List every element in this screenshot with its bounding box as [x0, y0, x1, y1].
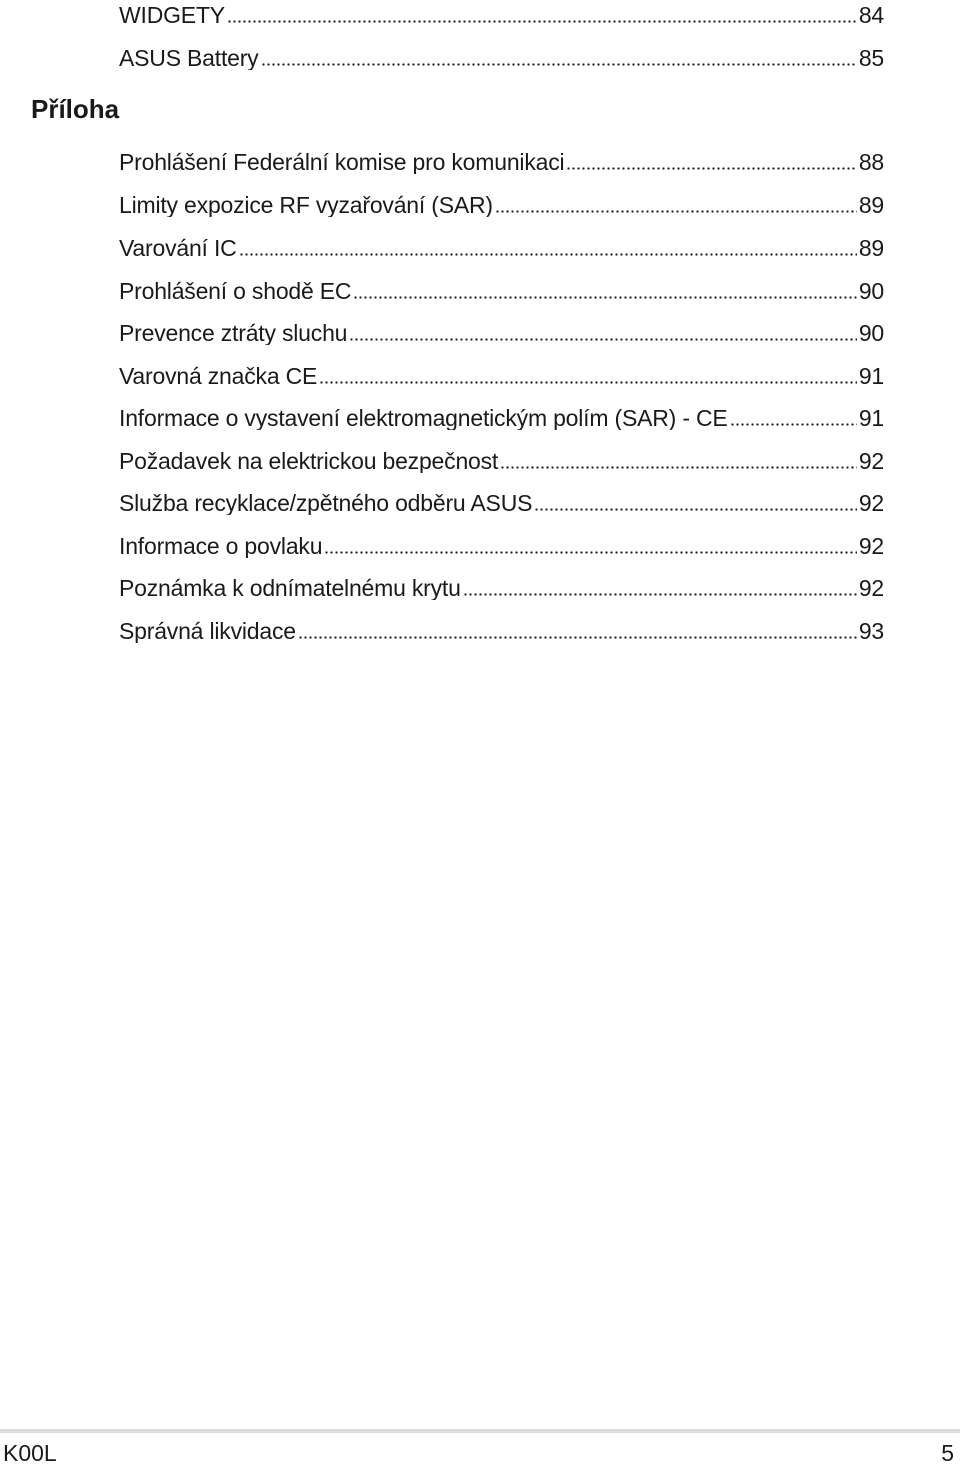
toc-leader-dots — [566, 167, 856, 170]
toc-entry-page: 92 — [858, 448, 884, 473]
toc-leader-dots — [319, 381, 857, 384]
toc-entry[interactable] — [119, 609, 884, 643]
toc-leader-dots — [730, 423, 857, 426]
toc-leader-dots — [353, 296, 856, 299]
toc-entry-title: Prohlášení o shodě EC — [119, 278, 352, 303]
toc-leader-dots — [463, 593, 857, 596]
toc-entry-title: Informace o vystavení elektromagnetickým polím (SAR) - CE — [119, 405, 728, 430]
toc-leader-dots — [239, 253, 857, 256]
footer-page-number: 5 — [941, 1440, 954, 1466]
toc-entry-title: WIDGETY — [119, 2, 225, 27]
toc-entry-page: 91 — [858, 363, 884, 388]
toc-entry-title: ASUS Battery — [119, 45, 259, 70]
toc-entry-page: 91 — [858, 405, 884, 430]
toc-entry[interactable] — [119, 226, 884, 260]
toc-entry-page: 85 — [858, 45, 884, 70]
toc-entry[interactable] — [119, 311, 884, 345]
toc-entry-page: 84 — [858, 2, 884, 27]
toc-entry[interactable] — [119, 354, 884, 388]
toc-entry[interactable] — [119, 524, 884, 558]
toc-leader-dots — [261, 63, 857, 66]
toc-entry[interactable] — [119, 566, 884, 600]
toc-entry-page: 90 — [858, 320, 884, 345]
toc-entry[interactable] — [119, 183, 884, 217]
toc-entry-widgety[interactable] — [119, 0, 884, 27]
toc-entry-title: Prohlášení Federální komise pro komunikaci — [119, 149, 565, 174]
toc-entry[interactable] — [119, 439, 884, 473]
toc-entry[interactable] — [119, 269, 884, 303]
toc-entry-title: Prevence ztráty sluchu — [119, 320, 348, 345]
toc-entry[interactable] — [119, 396, 884, 430]
toc-entry-page: 89 — [858, 192, 884, 217]
toc-entry[interactable] — [119, 140, 884, 174]
toc-entry-page: 89 — [858, 235, 884, 260]
footer-divider — [0, 1429, 960, 1433]
toc-leader-dots — [298, 636, 857, 639]
toc-entry-title: Varovná značka CE — [119, 363, 318, 388]
toc-leader-dots — [324, 551, 857, 554]
toc-entry-title: Informace o povlaku — [119, 533, 323, 558]
toc-entry-page: 92 — [858, 575, 884, 600]
toc-leader-dots — [349, 338, 857, 341]
toc-leader-dots — [495, 210, 857, 213]
footer-model-name: K00L — [3, 1440, 57, 1466]
section-heading: Příloha — [31, 94, 120, 124]
toc-leader-dots — [500, 466, 857, 469]
toc-leader-dots — [227, 20, 857, 23]
toc-entry[interactable] — [119, 481, 884, 515]
toc-leader-dots — [534, 508, 857, 511]
toc-entry-page: 88 — [858, 149, 884, 174]
toc-entry-asus-battery[interactable] — [119, 36, 884, 70]
toc-entry-page: 92 — [858, 490, 884, 515]
toc-entry-title: Poznámka k odnímatelnému krytu — [119, 575, 461, 600]
toc-entry-page: 93 — [858, 618, 884, 643]
toc-entry-title: Služba recyklace/zpětného odběru ASUS — [119, 490, 533, 515]
toc-entry-title: Varování IC — [119, 235, 237, 260]
toc-entry-title: Správná likvidace — [119, 618, 296, 643]
toc-entry-title: Limity expozice RF vyzařování (SAR) — [119, 192, 493, 217]
toc-entry-title: Požadavek na elektrickou bezpečnost — [119, 448, 499, 473]
toc-entry-page: 90 — [858, 278, 884, 303]
toc-entry-page: 92 — [858, 533, 884, 558]
